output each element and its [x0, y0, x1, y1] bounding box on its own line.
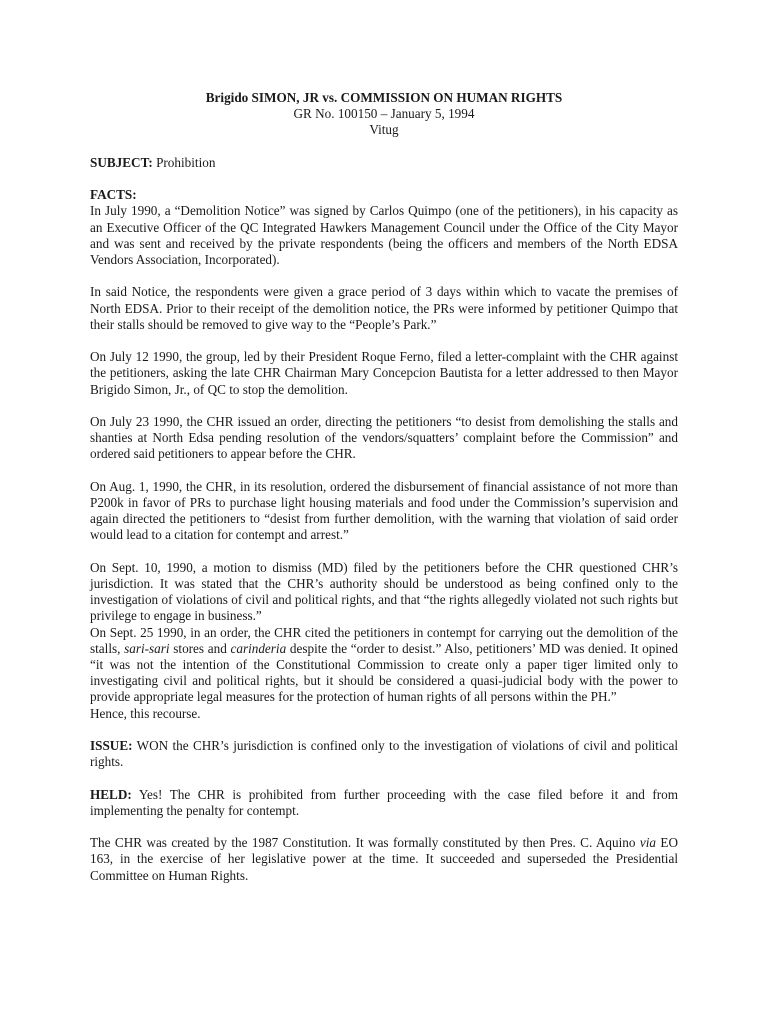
facts-paragraph-8: Hence, this recourse. — [90, 705, 201, 721]
ponente: Vitug — [369, 122, 399, 138]
issue-value: WON the CHR’s jurisdiction is confined only to the investigation of violations of civil and political rights. — [90, 738, 679, 770]
document-page — [90, 90, 678, 884]
facts-paragraph-7-italic-2: carinderia — [230, 640, 287, 656]
facts-paragraph-7 — [90, 625, 678, 706]
issue-line — [90, 738, 678, 770]
closing-italic: via — [639, 835, 657, 851]
closing-text-a: The CHR was created by the 1987 Constitution. It was formally constituted by then Pres. C. Aquino — [90, 835, 640, 851]
facts-paragraph-1: In July 1990, a “Demolition Notice” was signed by Carlos Quimpo (one of the petitioners), in his capacity as an Executive Officer of the QC Integrated Hawkers Management Council under the Office of the City Mayor and was sent and received by the private respondents (being the officers and members of the North EDSA Vendors Association, Incorporated). — [90, 203, 678, 267]
facts-paragraph-2: In said Notice, the respondents were given a grace period of 3 days within which to vacate the premises of North EDSA. Prior to their receipt of the demolition notice, the PRs were informed by petitioner Quimpo that their stalls should be removed to give way to the “People’s Park.” — [90, 284, 678, 332]
case-title: Brigido SIMON, JR vs. COMMISSION ON HUMAN RIGHTS — [205, 90, 563, 105]
held-value: Yes! The CHR is prohibited from further proceeding with the case filed before it and from implementing the penalty for contempt. — [90, 786, 678, 818]
issue-label: ISSUE: — [90, 738, 133, 753]
facts-paragraph-6: On Sept. 10, 1990, a motion to dismiss (MD) filed by the petitioners before the CHR questioned CHR’s jurisdiction. It was stated that the CHR’s authority should be understood as being confined only to the investigation of violations of civil and political rights, and that “the rights allegedly violated not such rights but privilege to engage in business.” — [90, 559, 678, 624]
facts-paragraph-7-text-a: On Sept. 25 1990, in an order, the CHR cited the petitioners in contempt for carrying out the demolition of the stalls, — [90, 624, 678, 656]
held-line — [90, 787, 678, 819]
gr-number: GR No. 100150 – January 5, 1994 — [293, 106, 475, 122]
case-header — [90, 90, 678, 139]
facts-paragraph-7-text-c: despite the “order to desist.” Also, petitioners’ MD was denied. It opined “it was not the intention of the Constitutional Commission to create only a paper tiger limited only to investigating civil and political rights, but it should be considered a quasi-judicial body with the power to provide appropriate legal measures for the protection of human rights of all persons within the PH.” — [90, 640, 678, 705]
subject-line — [90, 155, 678, 171]
facts-paragraph-4: On July 23 1990, the CHR issued an order, directing the petitioners “to desist from demolishing the stalls and shanties at North Edsa pending resolution of the vendors/squatters’ complaint before the Commission” and ordered said petitioners to appear before the CHR. — [90, 413, 678, 462]
facts-paragraph-3: On July 12 1990, the group, led by their President Roque Ferno, filed a letter-complaint with the CHR against the petitioners, asking the late CHR Chairman Mary Concepcion Bautista for a letter addressed to then Mayor Brigido Simon, Jr., of QC to stop the demolition. — [90, 349, 678, 397]
facts-paragraph-7-text-b: stores and — [169, 640, 231, 656]
subject-label: SUBJECT: — [90, 154, 153, 170]
closing-text-b: EO 163, in the exercise of her legislative power at the time. It succeeded and superseded the Presidential Committee on Human Rights. — [90, 835, 678, 883]
held-label: HELD: — [90, 786, 132, 802]
subject-value: Prohibition — [156, 154, 216, 170]
facts-paragraph-7-italic-1: sari-sari — [124, 640, 170, 656]
facts-paragraph-5: On Aug. 1, 1990, the CHR, in its resolution, ordered the disbursement of financial assistance of not more than P200k in favor of PRs to purchase light housing materials and food under the Commission’s supervision and again directed the petitioners to “desist from further demolition, with the warning that violation of said order would lead to a citation for contempt and arrest.” — [90, 478, 678, 543]
closing-paragraph — [90, 835, 678, 884]
facts-heading: FACTS: — [90, 187, 137, 203]
